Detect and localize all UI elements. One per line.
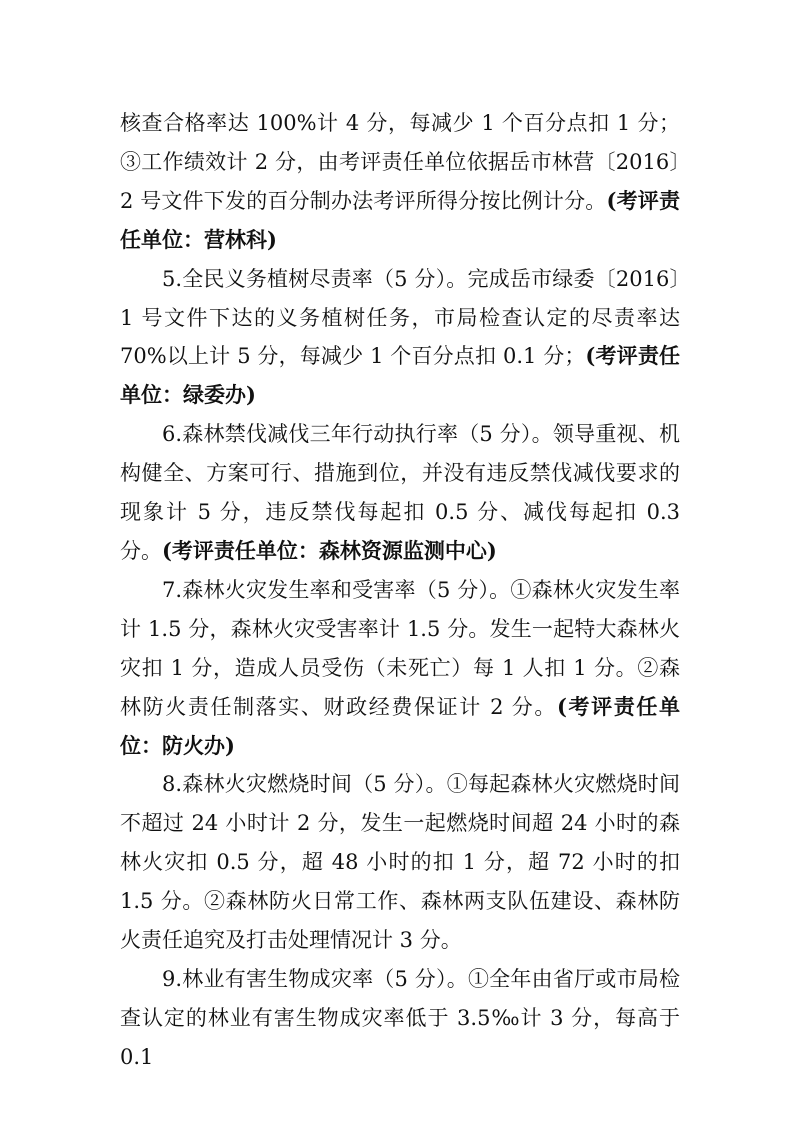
paragraph-text: 9.林业有害生物成灾率（5 分）。①全年由省厅或市局检查认定的林业有害生物成灾率低于 3.5‰计 3 分，每高于 0.1 [120,966,680,1069]
paragraph-4-continued [120,104,680,260]
paragraph-item-7 [120,571,680,766]
paragraph-item-9 [120,960,680,1077]
paragraph-text: 8.森林火灾燃烧时间（5 分）。①每起森林火灾燃烧时间不超过 24 小时计 2 分，发生一起燃烧时间超 24 小时的森林火灾扣 0.5 分，超 48 小时的扣 1 分，超 72 小时的扣 1.5 分。②森林防火日常工作、森林两支队伍建设、森林防火责任追究及打击处理情况计 3 分。 [120,772,680,953]
paragraph-item-5 [120,260,680,416]
responsible-unit: (考评责任单位：防火办) [120,693,681,758]
paragraph-text: 5.全民义务植树尽责率（5 分）。完成岳市绿委〔2016〕1 号文件下达的义务植树任务，市局检查认定的尽责率达 70%以上计 5 分，每减少 1 个百分点扣 0.1 分； [120,266,680,369]
paragraph-text: 6.森林禁伐减伐三年行动执行率（5 分）。领导重视、机构健全、方案可行、措施到位，并没有违反禁伐减伐要求的现象计 5 分，违反禁伐每起扣 0.5 分、减伐每起扣 0.3 分。 [120,422,680,563]
paragraph-text: 7.森林火灾发生率和受害率（5 分）。①森林火灾发生率计 1.5 分，森林火灾受害率计 1.5 分。发生一起特大森林火灾扣 1 分，造成人员受伤（未死亡）每 1 人扣 1 分。②森林防火责任制落实、财政经费保证计 2 分。 [120,577,680,719]
responsible-unit: (考评责任单位：森林资源监测中心) [162,537,497,563]
paragraph-item-6 [120,415,680,571]
responsible-unit: (考评责任单位：绿委办) [120,343,680,408]
document-body [120,104,680,1077]
responsible-unit: (考评责任单位：营林科) [120,187,680,252]
paragraph-item-8 [120,765,680,960]
paragraph-text: 核查合格率达 100%计 4 分，每减少 1 个百分点扣 1 分；③工作绩效计 2 分，由考评责任单位依据岳市林营〔2016〕2 号文件下发的百分制办法考评所得分按比例计分。 [120,111,680,213]
